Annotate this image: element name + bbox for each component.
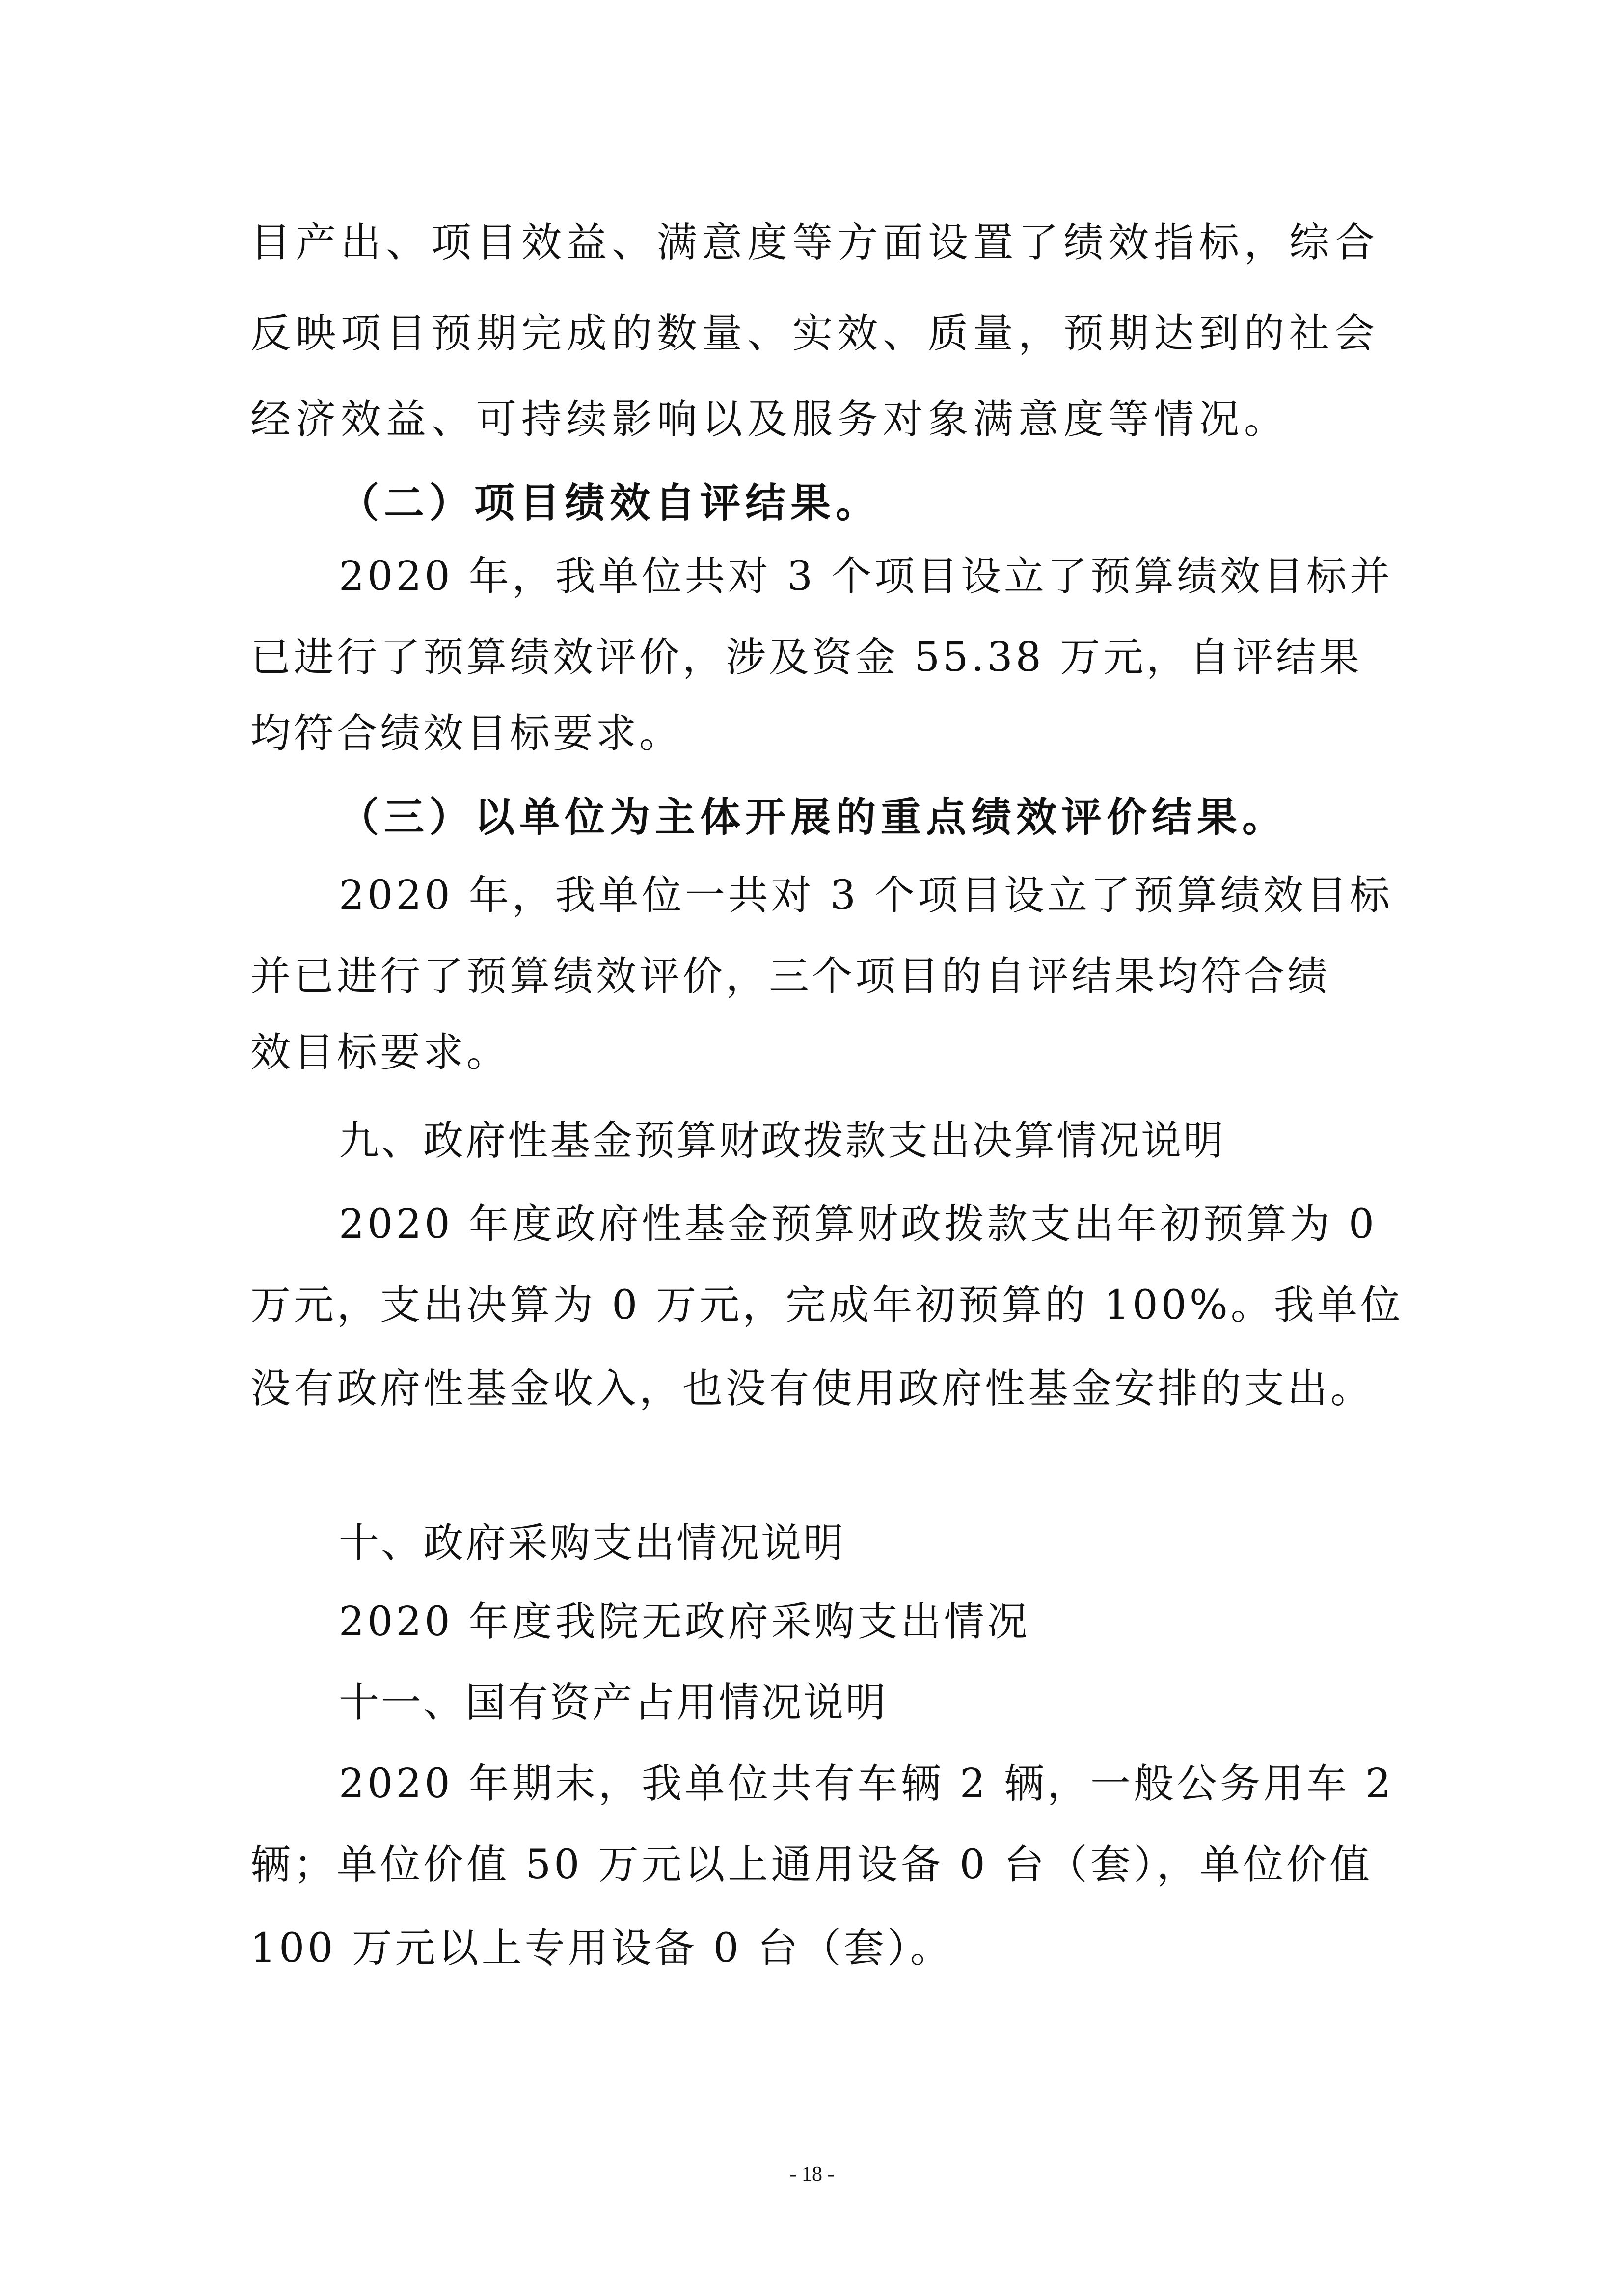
body-text-line: 辆；单位价值 50 万元以上通用设备 0 台（套），单位价值	[250, 1842, 1373, 1888]
section-heading: 九、政府性基金预算财政拨款支出决算情况说明	[339, 1118, 1226, 1164]
body-text-line: 2020 年期末，我单位共有车辆 2 辆，一般公务用车 2	[339, 1761, 1394, 1807]
section-heading: 十一、国有资产占用情况说明	[339, 1680, 888, 1726]
body-text-line: 效目标要求。	[250, 1029, 510, 1076]
body-text-line: 2020 年，我单位共对 3 个项目设立了预算绩效目标并	[339, 553, 1393, 600]
body-text-line: 经济效益、可持续影响以及服务对象满意度等情况。	[250, 396, 1290, 443]
subsection-heading: （二）项目绩效自评结果。	[339, 480, 881, 527]
body-text-line: 2020 年度我院无政府采购支出情况	[339, 1599, 1030, 1645]
body-text-line: 反映项目预期完成的数量、实效、质量，预期达到的社会	[250, 310, 1380, 357]
section-heading: 十、政府采购支出情况说明	[339, 1520, 846, 1567]
body-text-line: 并已进行了预算绩效评价，三个项目的自评结果均符合绩	[250, 953, 1331, 1000]
body-text-line: 没有政府性基金收入，也没有使用政府性基金安排的支出。	[250, 1365, 1374, 1412]
body-text-line: 2020 年，我单位一共对 3 个项目设立了预算绩效目标	[339, 872, 1393, 919]
body-text-line: 2020 年度政府性基金预算财政拨款支出年初预算为 0	[339, 1201, 1377, 1248]
body-text-line: 目产出、项目效益、满意度等方面设置了绩效指标，综合	[250, 219, 1380, 266]
page-number: - 18 -	[789, 2163, 835, 2186]
body-text-line: 万元，支出决算为 0 万元，完成年初预算的 100%。我单位	[250, 1282, 1404, 1329]
subsection-heading: （三）以单位为主体开展的重点绩效评价结果。	[339, 794, 1288, 841]
body-text-line: 已进行了预算绩效评价，涉及资金 55.38 万元，自评结果	[250, 634, 1362, 681]
body-text-line: 均符合绩效目标要求。	[250, 710, 683, 757]
body-text-line: 100 万元以上专用设备 0 台（套）。	[250, 1925, 953, 1972]
